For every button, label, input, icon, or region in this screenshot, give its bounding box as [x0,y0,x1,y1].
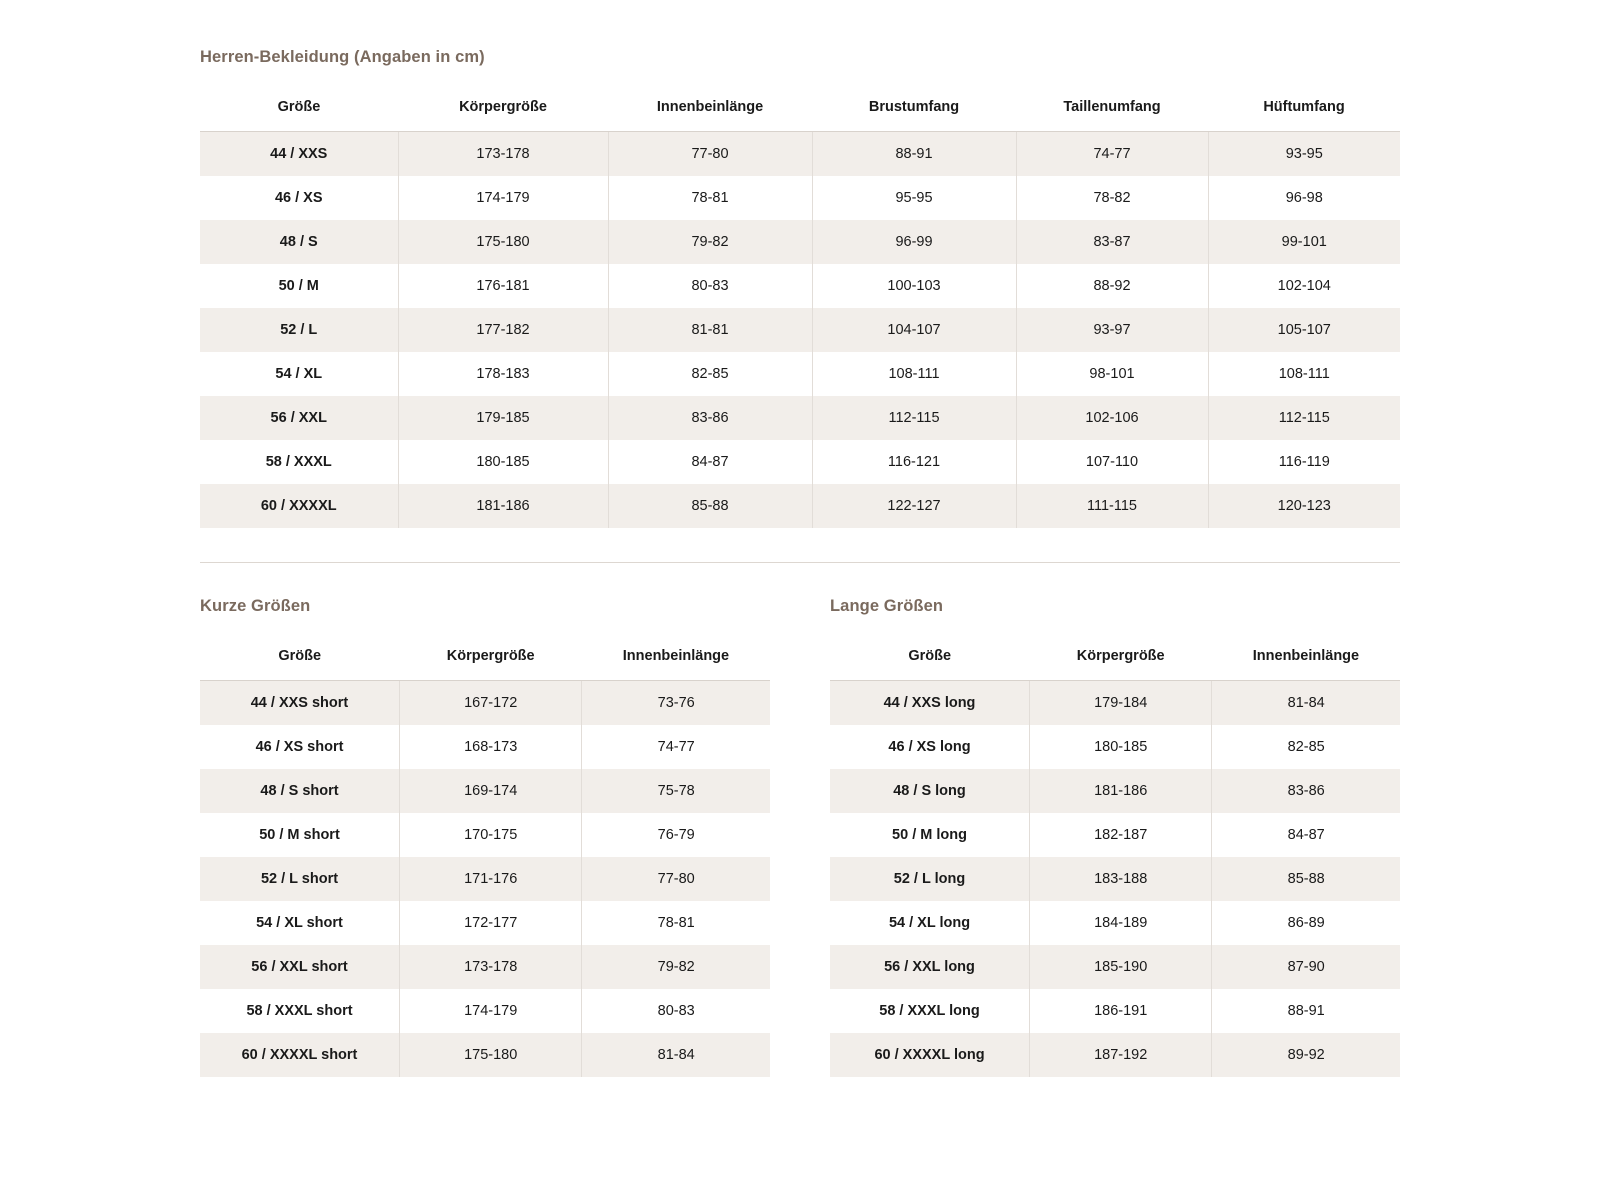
page-title: Herren-Bekleidung (Angaben in cm) [200,48,485,66]
cell-inseam: 84-87 [1212,813,1400,857]
cell-inseam: 81-81 [608,308,812,352]
table-row [200,220,1400,264]
table-body [830,681,1400,1078]
cell-height: 181-186 [398,484,608,528]
table-header-row [200,634,770,681]
cell-height: 179-185 [398,396,608,440]
cell-height: 181-186 [1030,769,1212,813]
cell-height: 177-182 [398,308,608,352]
cell-size: 60 / XXXXL [200,484,398,528]
cell-size: 54 / XL long [830,901,1030,945]
cell-inseam: 89-92 [1212,1033,1400,1077]
cell-chest: 122-127 [812,484,1016,528]
cell-size: 54 / XL [200,352,398,396]
cell-inseam: 80-83 [582,989,770,1033]
cell-inseam: 76-79 [582,813,770,857]
cell-size: 56 / XXL short [200,945,400,989]
cell-height: 184-189 [1030,901,1212,945]
cell-inseam: 81-84 [1212,681,1400,726]
table-row [200,769,770,813]
cell-height: 175-180 [400,1033,582,1077]
table-row [200,352,1400,396]
long-sizes-section [830,597,1400,1077]
cell-inseam: 80-83 [608,264,812,308]
cell-size: 60 / XXXXL long [830,1033,1030,1077]
cell-chest: 112-115 [812,396,1016,440]
cell-size: 46 / XS [200,176,398,220]
short-sizes-table [200,634,770,1077]
cell-inseam: 79-82 [608,220,812,264]
cell-height: 180-185 [398,440,608,484]
cell-inseam: 86-89 [1212,901,1400,945]
cell-inseam: 81-84 [582,1033,770,1077]
long-sizes-title: Lange Größen [830,597,944,615]
cell-waist: 102-106 [1016,396,1208,440]
cell-inseam: 82-85 [1212,725,1400,769]
cell-size: 50 / M [200,264,398,308]
cell-hip: 99-101 [1208,220,1400,264]
table-row [200,264,1400,308]
cell-size: 48 / S long [830,769,1030,813]
cell-size: 58 / XXXL [200,440,398,484]
short-sizes-title: Kurze Größen [200,597,311,615]
cell-chest: 108-111 [812,352,1016,396]
cell-height: 182-187 [1030,813,1212,857]
table-row [830,901,1400,945]
cell-waist: 111-115 [1016,484,1208,528]
cell-size: 50 / M long [830,813,1030,857]
column-header-koerpergroesse: Körpergröße [1030,634,1212,681]
table-row [200,681,770,726]
cell-height: 183-188 [1030,857,1212,901]
cell-hip: 108-111 [1208,352,1400,396]
cell-chest: 95-95 [812,176,1016,220]
cell-hip: 112-115 [1208,396,1400,440]
cell-height: 187-192 [1030,1033,1212,1077]
cell-waist: 107-110 [1016,440,1208,484]
cell-size: 44 / XXS [200,132,398,177]
mens-clothing-section [200,48,1400,528]
table-row [200,901,770,945]
cell-size: 48 / S [200,220,398,264]
cell-size: 54 / XL short [200,901,400,945]
cell-height: 175-180 [398,220,608,264]
cell-waist: 83-87 [1016,220,1208,264]
cell-hip: 93-95 [1208,132,1400,177]
cell-size: 56 / XXL [200,396,398,440]
cell-waist: 78-82 [1016,176,1208,220]
cell-waist: 88-92 [1016,264,1208,308]
table-row [200,308,1400,352]
cell-chest: 104-107 [812,308,1016,352]
table-row [200,813,770,857]
cell-inseam: 75-78 [582,769,770,813]
cell-hip: 105-107 [1208,308,1400,352]
cell-size: 46 / XS long [830,725,1030,769]
cell-height: 178-183 [398,352,608,396]
cell-hip: 102-104 [1208,264,1400,308]
column-header-brustumfang: Brustumfang [812,85,1016,132]
section-divider [200,562,1400,563]
table-row [830,857,1400,901]
long-sizes-table [830,634,1400,1077]
cell-height: 174-179 [400,989,582,1033]
cell-inseam: 73-76 [582,681,770,726]
cell-height: 185-190 [1030,945,1212,989]
short-sizes-section [200,597,770,1077]
table-row [830,945,1400,989]
cell-inseam: 78-81 [608,176,812,220]
column-header-innenbeinlaenge: Innenbeinlänge [608,85,812,132]
column-header-innenbeinlaenge: Innenbeinlänge [582,634,770,681]
cell-inseam: 78-81 [582,901,770,945]
cell-height: 173-178 [400,945,582,989]
cell-inseam: 77-80 [582,857,770,901]
cell-height: 176-181 [398,264,608,308]
cell-waist: 93-97 [1016,308,1208,352]
cell-height: 169-174 [400,769,582,813]
column-header-koerpergroesse: Körpergröße [398,85,608,132]
table-row [200,176,1400,220]
column-header-hueftumfang: Hüftumfang [1208,85,1400,132]
cell-size: 60 / XXXXL short [200,1033,400,1077]
cell-size: 50 / M short [200,813,400,857]
table-row [830,989,1400,1033]
cell-size: 44 / XXS long [830,681,1030,726]
column-header-groesse: Größe [200,634,400,681]
table-row [200,945,770,989]
cell-hip: 120-123 [1208,484,1400,528]
column-header-groesse: Größe [830,634,1030,681]
table-header [200,85,1400,132]
table-row [830,769,1400,813]
table-row [830,1033,1400,1077]
table-row [200,857,770,901]
cell-size: 48 / S short [200,769,400,813]
cell-size: 52 / L long [830,857,1030,901]
lower-tables-area [200,597,1400,1077]
cell-waist: 74-77 [1016,132,1208,177]
cell-size: 52 / L [200,308,398,352]
column-header-koerpergroesse: Körpergröße [400,634,582,681]
cell-inseam: 83-86 [1212,769,1400,813]
cell-inseam: 79-82 [582,945,770,989]
table-row [200,440,1400,484]
cell-inseam: 74-77 [582,725,770,769]
table-row [830,725,1400,769]
table-row [200,1033,770,1077]
table-header-row [200,85,1400,132]
table-header [200,634,770,681]
cell-height: 171-176 [400,857,582,901]
table-row [830,681,1400,726]
cell-height: 186-191 [1030,989,1212,1033]
column-header-innenbeinlaenge: Innenbeinlänge [1212,634,1400,681]
cell-height: 174-179 [398,176,608,220]
cell-inseam: 77-80 [608,132,812,177]
table-row [200,484,1400,528]
table-body [200,681,770,1078]
cell-height: 179-184 [1030,681,1212,726]
column-header-groesse: Größe [200,85,398,132]
table-row [200,989,770,1033]
cell-height: 170-175 [400,813,582,857]
cell-waist: 98-101 [1016,352,1208,396]
cell-inseam: 85-88 [608,484,812,528]
cell-size: 58 / XXXL long [830,989,1030,1033]
table-row [200,725,770,769]
table-row [830,813,1400,857]
column-header-taillenumfang: Taillenumfang [1016,85,1208,132]
cell-size: 56 / XXL long [830,945,1030,989]
cell-inseam: 87-90 [1212,945,1400,989]
table-header [830,634,1400,681]
cell-size: 52 / L short [200,857,400,901]
table-body [200,132,1400,529]
cell-height: 172-177 [400,901,582,945]
cell-height: 168-173 [400,725,582,769]
table-row [200,396,1400,440]
cell-height: 167-172 [400,681,582,726]
cell-hip: 116-119 [1208,440,1400,484]
cell-hip: 96-98 [1208,176,1400,220]
cell-inseam: 82-85 [608,352,812,396]
cell-inseam: 85-88 [1212,857,1400,901]
table-row [200,132,1400,177]
table-header-row [830,634,1400,681]
cell-height: 180-185 [1030,725,1212,769]
cell-height: 173-178 [398,132,608,177]
cell-size: 58 / XXXL short [200,989,400,1033]
cell-size: 44 / XXS short [200,681,400,726]
mens-clothing-table [200,85,1400,528]
cell-inseam: 88-91 [1212,989,1400,1033]
cell-inseam: 83-86 [608,396,812,440]
cell-size: 46 / XS short [200,725,400,769]
cell-chest: 96-99 [812,220,1016,264]
cell-chest: 88-91 [812,132,1016,177]
cell-chest: 116-121 [812,440,1016,484]
cell-inseam: 84-87 [608,440,812,484]
cell-chest: 100-103 [812,264,1016,308]
